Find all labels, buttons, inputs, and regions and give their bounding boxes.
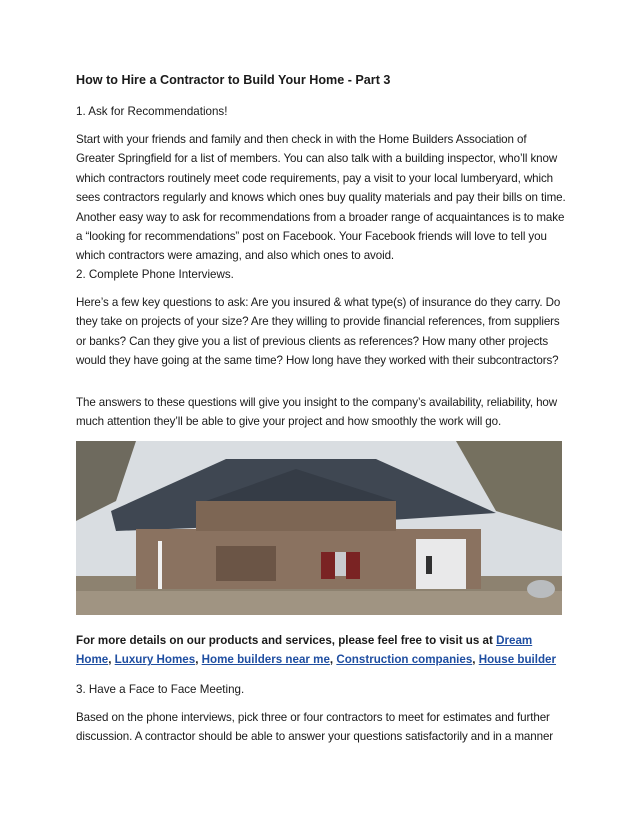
separator: , [329, 653, 337, 667]
step-2-heading: 2. Complete Phone Interviews. [76, 268, 234, 281]
links-paragraph [76, 631, 568, 670]
link-luxury-homes[interactable]: Luxury Homes [114, 653, 196, 667]
separator: , [195, 653, 202, 667]
step-1-heading: 1. Ask for Recommendations! [76, 105, 228, 118]
paragraph-phone-questions: Here’s a few key questions to ask: Are you insured & what type(s) of insurance do they carry. Do they take on projects of your size? Are they willing to provide financial references, from suppliers or banks? Can they give you a list of previous clients as references? How many other projects would they have going at the same time? How long have they worked with their subcontractors? [76, 296, 561, 368]
link-construction-companies[interactable]: Construction companies [336, 653, 473, 667]
links-intro: For more details on our products and services, please feel free to visit us at [76, 634, 493, 647]
link-dream-home[interactable]: Dream Home [76, 634, 533, 667]
page-title: How to Hire a Contractor to Build Your Home - Part 3 [76, 73, 391, 87]
step-3-heading: 3. Have a Face to Face Meeting. [76, 683, 245, 696]
paragraph-recommendations: Start with your friends and family and then check in with the Home Builders Association of Greater Springfield for a list of members. You can also talk with a building inspector, who’ll know which contractors routinely meet code requirements, pay a visit to your local lumberyard, which sees contractors regularly and knows which ones buy quality materials and pay their bills on time. Another easy way to ask for recommendations from a broader range of acquaintances is to make a “looking for recommendations” post on Facebook. Your Facebook friends will love to tell you which contractors were amazing, and also which ones to avoid. [76, 133, 566, 263]
separator: , [472, 653, 479, 667]
link-home-builders-near-me[interactable]: Home builders near me [201, 653, 330, 667]
separator: , [108, 653, 115, 667]
paragraph-answers: The answers to these questions will give you insight to the company’s availability, reliability, how much attention they’ll be able to give your project and how smoothly the work will go. [76, 396, 558, 429]
house-photo [76, 441, 562, 615]
paragraph-meeting: Based on the phone interviews, pick three or four contractors to meet for estimates and further discussion. A contractor should be able to answer your questions satisfactorily and in a manner [76, 711, 554, 744]
link-house-builder[interactable]: House builder [478, 653, 557, 667]
